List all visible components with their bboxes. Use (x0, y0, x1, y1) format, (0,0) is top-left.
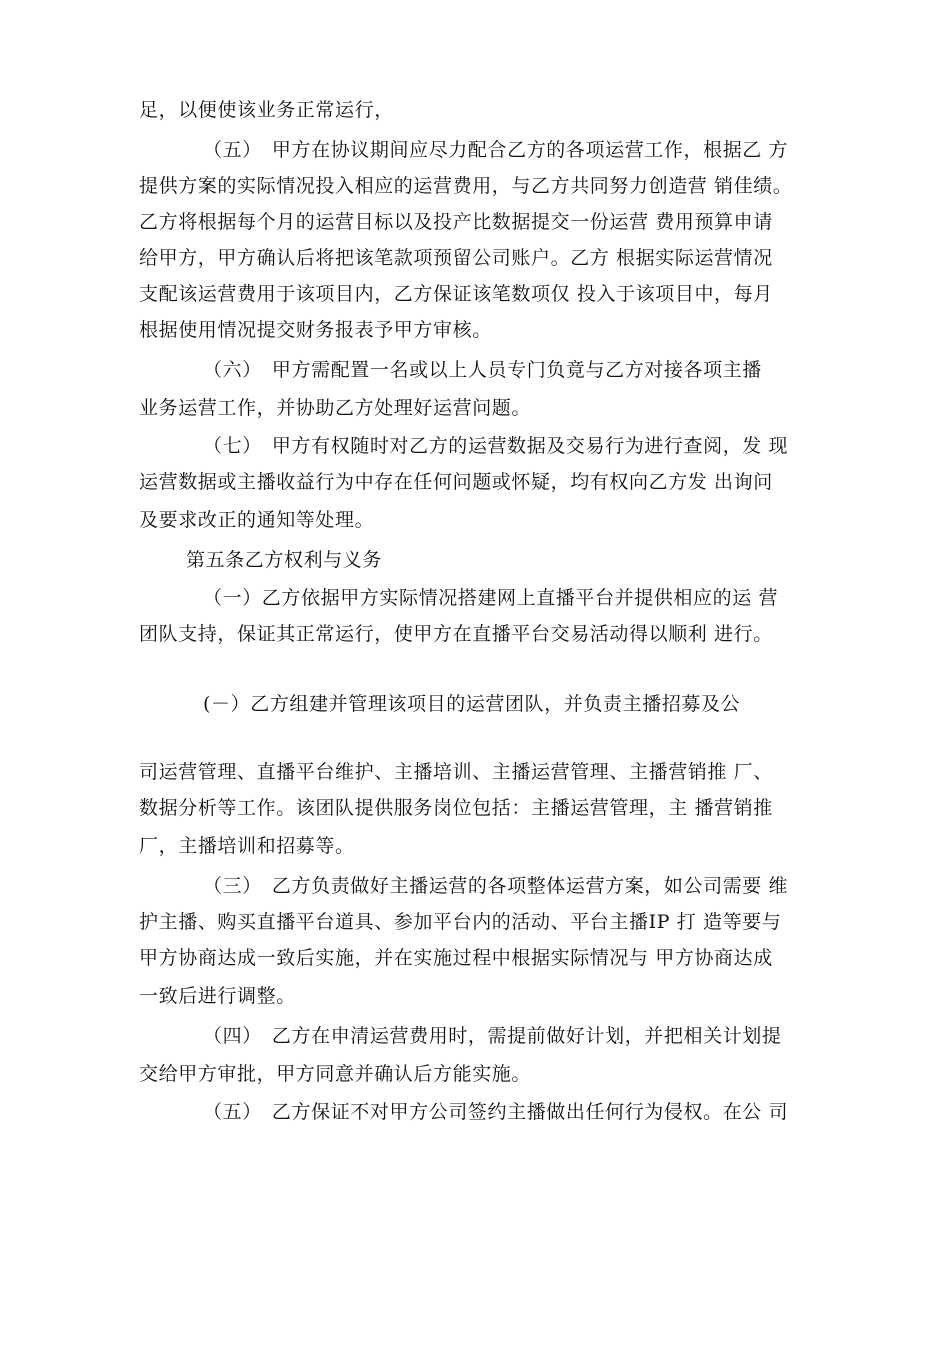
text-line: 护主播、购买直播平台道具、参加平台内的活动、平台主播IP 打 造等要与 (139, 911, 782, 933)
text-line: 业务运营工作，并协助乙方处理好运营问题。 (139, 397, 532, 419)
clause-line: (－）乙方组建并管理该项目的运营团队，并负责主播招募及公 (203, 693, 741, 715)
text-line: 厂，主播培训和招募等。 (139, 835, 355, 857)
text-line: 交给甲方审批，甲方同意并确认后方能实施。 (139, 1063, 532, 1085)
text-line: 足，以便使该业务正常运行， (139, 99, 394, 121)
text-line: 及要求改正的通知等处理。 (139, 509, 375, 531)
text-line: 司运营管理、直播平台维护、主播培训、主播运营管理、主播营销推 厂、 (139, 761, 773, 783)
clause-line: （五） 乙方保证不对甲方公司签约主播做出任何行为侵权。在公 司 (203, 1101, 789, 1123)
text-line: 团队支持，保证其正常运行，使甲方在直播平台交易活动得以顺利 进行。 (139, 623, 773, 645)
text-line: 乙方将根据每个月的运营目标以及投产比数据提交一份运营 费用预算申请 (139, 211, 773, 233)
text-line: 运营数据或主播收益行为中存在任何问题或怀疑，均有权向乙方发 出询问 (139, 471, 773, 493)
clause-line: （三） 乙方负责做好主播运营的各项整体运营方案，如公司需要 维 (203, 875, 789, 897)
text-line: 根据使用情况提交财务报表予甲方审核。 (139, 319, 492, 341)
clause-line: （一）乙方依据甲方实际情况搭建网上直播平台并提供相应的运 营 (203, 587, 779, 609)
text-line: 给甲方，甲方确认后将把该笔款项预留公司账户。乙方 根据实际运营情况 (139, 247, 773, 269)
clause-line: （六） 甲方需配置一名或以上人员专门负竟与乙方对接各项主播 (203, 359, 762, 381)
clause-line: （七） 甲方有权随时对乙方的运营数据及交易行为进行查阅，发 现 (203, 435, 789, 457)
section-heading: 第五条乙方权利与义务 (186, 549, 383, 571)
text-line: 一致后进行调整。 (139, 985, 296, 1007)
clause-line: （五） 甲方在协议期间应尽力配合乙方的各项运营工作，根据乙 方 (203, 139, 789, 161)
clause-line: （四） 乙方在申清运营费用时，需提前做好计划，并把相关计划提 (203, 1025, 782, 1047)
text-line: 提供方案的实际情况投入相应的运营费用，与乙方共同努力创造营 销佳绩。 (139, 175, 793, 197)
text-line: 数据分析等工作。该团队提供服务岗位包括：主播运营管理，主 播营销推 (139, 797, 773, 819)
text-line: 支配该运营费用于该项目内，乙方保证该笔数项仅 投入于该项目中，每月 (139, 283, 773, 305)
text-line: 甲方协商达成一致后实施，并在实施过程中根据实际情况与 甲方协商达成 (139, 947, 773, 969)
